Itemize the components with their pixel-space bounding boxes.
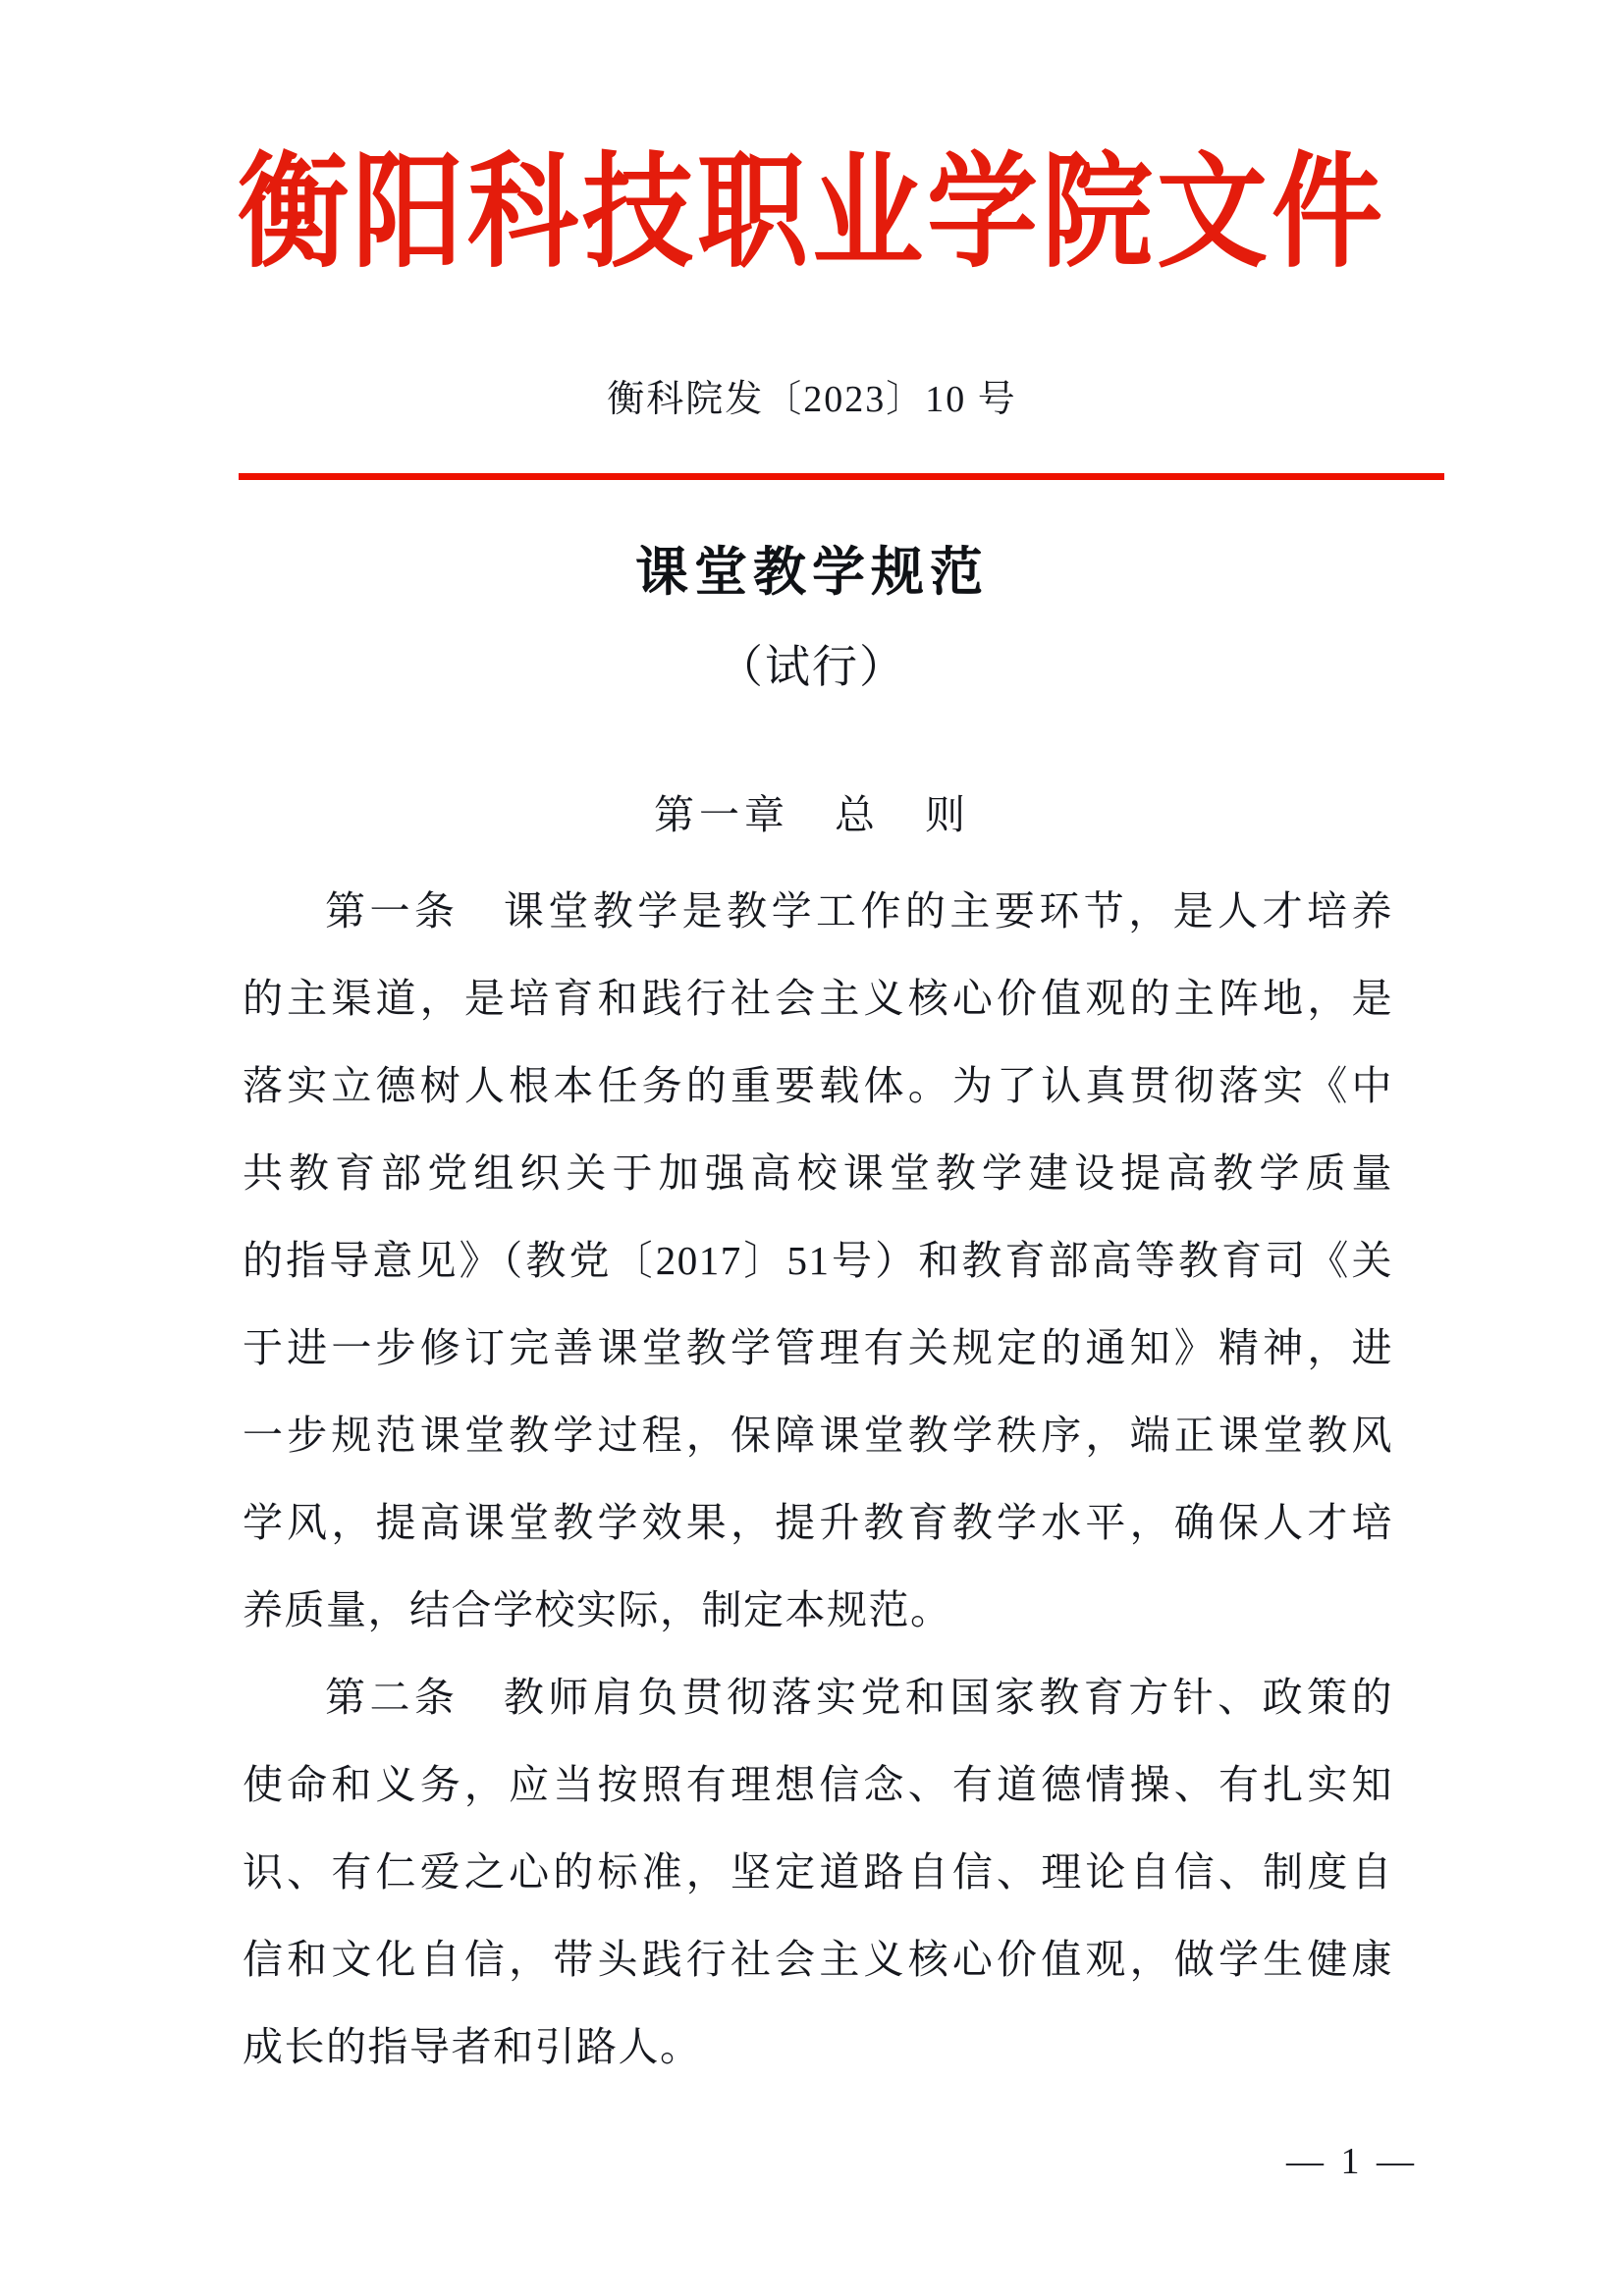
letterhead: [0, 145, 1624, 283]
chapter-heading: 第一章 总 则: [654, 792, 970, 837]
organization-title: 衡阳科技职业学院文件: [238, 145, 1386, 283]
article-paragraph-1: [243, 868, 1393, 1654]
body-line: 一步规范课堂教学过程，保障课堂教学秩序，端正课堂教风: [243, 1413, 1393, 1458]
body-line: 于进一步修订完善课堂教学管理有关规定的通知》精神，进: [243, 1325, 1393, 1370]
document-subtitle: （试行）: [718, 642, 906, 692]
body-line: 的主渠道，是培育和践行社会主义核心价值观的主阵地，是: [243, 976, 1393, 1021]
letterhead-divider: [239, 473, 1444, 480]
body-line: 第一条 课堂教学是教学工作的主要环节，是人才培养: [325, 888, 1393, 934]
body-line: 使命和义务，应当按照有理想信念、有道德情操、有扎实知: [243, 1762, 1393, 1807]
body-line: 第二条 教师肩负贯彻落实党和国家教育方针、政策的: [325, 1675, 1393, 1720]
body-line: 养质量，结合学校实际，制定本规范。: [243, 1587, 952, 1632]
document-title: 课堂教学规范: [635, 543, 989, 602]
body-line: 成长的指导者和引路人。: [243, 2024, 702, 2069]
page-number: — 1 —: [1286, 2141, 1418, 2182]
body-line: 落实立德树人根本任务的重要载体。为了认真贯彻落实《中: [243, 1063, 1393, 1108]
document-body: [243, 868, 1393, 2091]
body-line: 信和文化自信，带头践行社会主义核心价值观，做学生健康: [243, 1937, 1393, 1982]
body-line: 学风，提高课堂教学效果，提升教育教学水平，确保人才培: [243, 1500, 1393, 1545]
body-line: 识、有仁爱之心的标准，坚定道路自信、理论自信、制度自: [243, 1849, 1393, 1895]
document-number: 衡科院发〔2023〕10 号: [607, 379, 1017, 420]
body-line: 的指导意见》（教党〔2017〕51号）和教育部高等教育司《关: [243, 1238, 1393, 1283]
body-line: 共教育部党组织关于加强高校课堂教学建设提高教学质量: [243, 1150, 1393, 1196]
article-paragraph-2: [243, 1654, 1393, 2091]
